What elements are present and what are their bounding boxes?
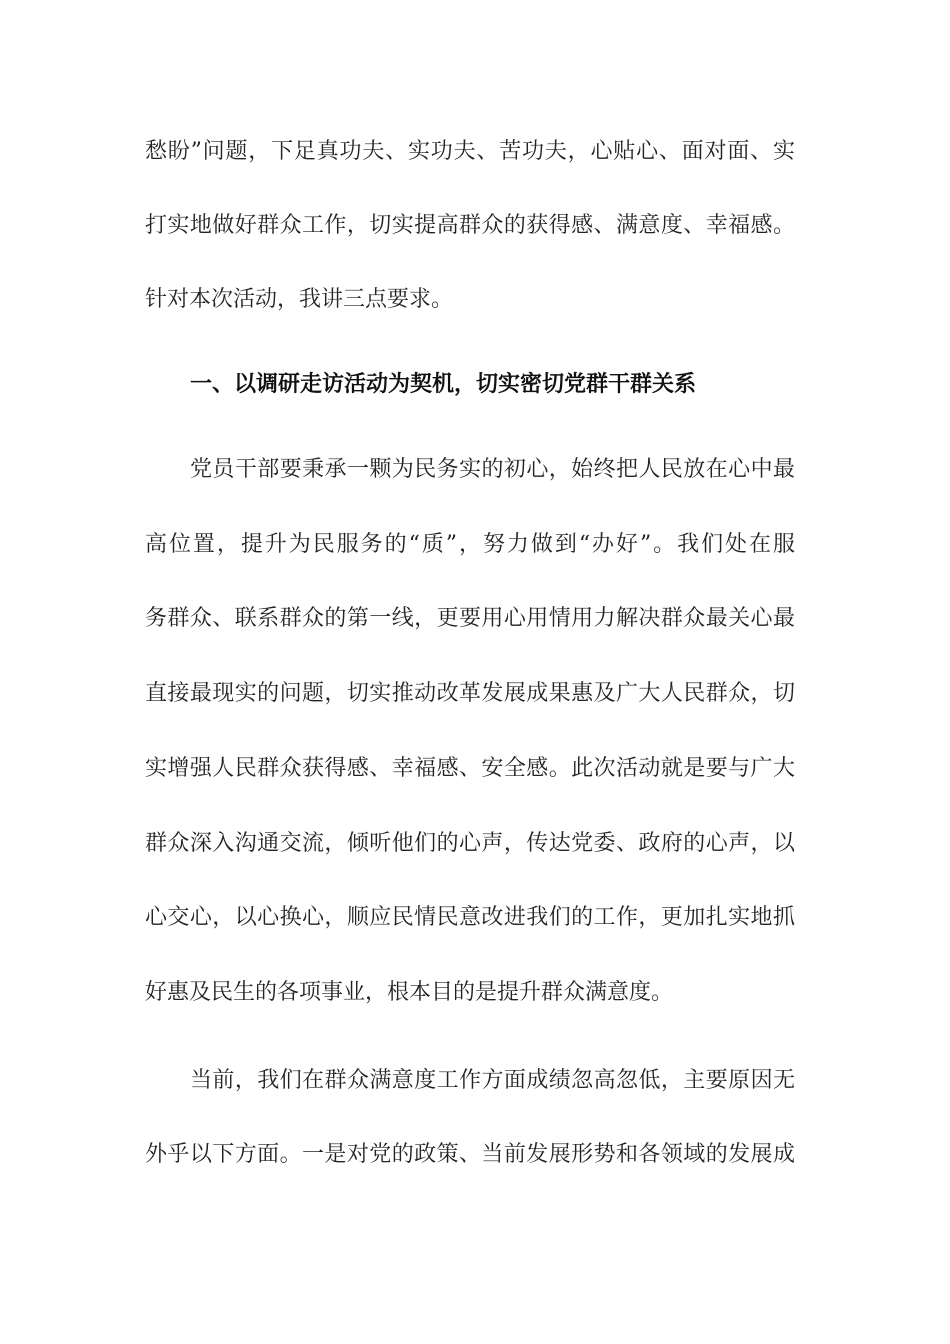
paragraph-3-line-1: 当前，我们在群众满意度工作方面成绩忽高忽低，主要原因无 <box>190 1068 795 1093</box>
paragraph-2-line-8: 好惠及民生的各项事业，根本目的是提升群众满意度。 <box>145 980 674 1005</box>
paragraph-1-line-1: 愁盼”问题，下足真功夫、实功夫、苦功夫，心贴心、面对面、实 <box>145 139 795 164</box>
paragraph-2-line-1: 党员干部要秉承一颗为民务实的初心，始终把人民放在心中最 <box>190 457 795 482</box>
paragraph-2-line-3: 务群众、联系群众的第一线，更要用心用情用力解决群众最关心最 <box>145 606 795 631</box>
paragraph-1-line-3: 针对本次活动，我讲三点要求。 <box>145 287 454 312</box>
paragraph-2-line-6: 群众深入沟通交流，倾听他们的心声，传达党委、政府的心声，以 <box>145 831 795 856</box>
paragraph-2-line-5: 实增强人民群众获得感、幸福感、安全感。此次活动就是要与广大 <box>145 756 795 781</box>
section-heading-1: 一、以调研走访活动为契机，切实密切党群干群关系 <box>190 372 697 397</box>
paragraph-2-line-4: 直接最现实的问题，切实推动改革发展成果惠及广大人民群众，切 <box>145 681 795 706</box>
paragraph-3-line-2: 外乎以下方面。一是对党的政策、当前发展形势和各领域的发展成 <box>145 1142 795 1167</box>
paragraph-2-line-2: 高位置，提升为民服务的“质”，努力做到“办好”。我们处在服 <box>145 532 795 557</box>
paragraph-2-line-7: 心交心，以心换心，顺应民情民意改进我们的工作，更加扎实地抓 <box>145 905 795 930</box>
paragraph-1-line-2: 打实地做好群众工作，切实提高群众的获得感、满意度、幸福感。 <box>145 213 795 238</box>
